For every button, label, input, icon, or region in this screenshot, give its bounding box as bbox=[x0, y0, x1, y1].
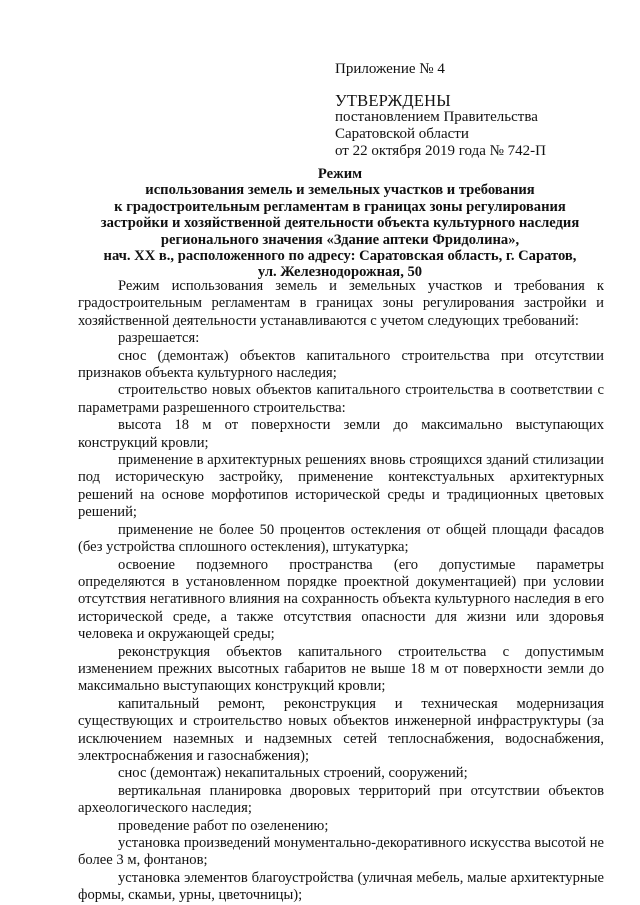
approved-heading: УТВЕРЖДЕНЫ bbox=[335, 91, 451, 110]
list-item: установка элементов благоустройства (уличная мебель, малые архитектурные формы, скамьи, урны, цветочницы); bbox=[78, 869, 604, 904]
title-line: использования земель и земельных участков и требования bbox=[145, 182, 535, 199]
title-line: застройки и хозяйственной деятельности объекта культурного наследия bbox=[100, 215, 580, 232]
approved-by-line-2: Саратовской области bbox=[335, 126, 469, 142]
list-item: вертикальная планировка дворовых территорий при отсутствии объектов археологического наследия; bbox=[78, 782, 604, 817]
title-line: ул. Железнодорожная, 50 bbox=[257, 264, 423, 281]
permitted-heading: разрешается: bbox=[118, 330, 200, 347]
title-line: регионального значения «Здание аптеки Фридолина», bbox=[160, 231, 520, 248]
list-item: реконструкция объектов капитального строительства с допустимым изменением прежних высотных габаритов не выше 18 м от поверхности земли до максимально выступающих конструкций кровли; bbox=[78, 643, 604, 695]
annex-number: Приложение № 4 bbox=[335, 61, 445, 77]
list-item: установка произведений монументально-декоративного искусства высотой не более 3 м, фонтанов; bbox=[78, 835, 604, 869]
list-item: снос (демонтаж) некапитальных строений, сооружений; bbox=[118, 765, 468, 782]
list-item: высота 18 м от поверхности земли до максимально выступающих конструкций кровли; bbox=[78, 417, 604, 451]
approved-date: от 22 октября 2019 года № 742-П bbox=[335, 143, 547, 159]
list-item: применение в архитектурных решениях вновь строящихся зданий стилизации под историческую застройку, применение контекстуальных архитектурных решений на основе морфотипов исторической среды и традиционных цветовых решений; bbox=[78, 452, 604, 521]
approval-block bbox=[335, 92, 546, 160]
approved-by-line-1: постановлением Правительства bbox=[335, 109, 538, 125]
list-item: капитальный ремонт, реконструкция и техническая модернизация существующих и строительство новых объектов инженерной инфраструктуры (за исключением наземных и надземных сетей теплоснабжения, водоснабжения, электроснабжения и газоснабжения); bbox=[78, 695, 604, 764]
document-body bbox=[78, 278, 604, 905]
title-line: нач. XX в., расположенного по адресу: Саратовская область, г. Саратов, bbox=[103, 248, 577, 265]
document-title bbox=[70, 166, 610, 281]
list-item: проведение работ по озеленению; bbox=[118, 817, 329, 834]
title-line: Режим bbox=[317, 166, 363, 182]
intro-paragraph: Режим использования земель и земельных участков и требования к градостроительным регламентам в границах зоны регулирования застройки и хозяйственной деятельности устанавливаются с учетом следующих требований: bbox=[78, 278, 604, 329]
list-item: применение не более 50 процентов остекления от общей площади фасадов (без устройства сплошного остекления), штукатурка; bbox=[78, 521, 604, 556]
list-item: строительство новых объектов капитального строительства в соответствии с параметрами разрешенного строительства: bbox=[78, 382, 604, 416]
list-item: освоение подземного пространства (его допустимые параметры определяются в установленном порядке проектной документацией) при условии отсутствия негативного влияния на сохранность объекта культурного наследия в его исторической среде, а также отсутствия опасности для жизни или здоровья человека и окружающей среды; bbox=[78, 556, 604, 643]
title-line: к градостроительным регламентам в границах зоны регулирования bbox=[114, 198, 566, 215]
list-item: снос (демонтаж) объектов капитального строительства при отсутствии признаков объекта культурного наследия; bbox=[78, 347, 604, 382]
